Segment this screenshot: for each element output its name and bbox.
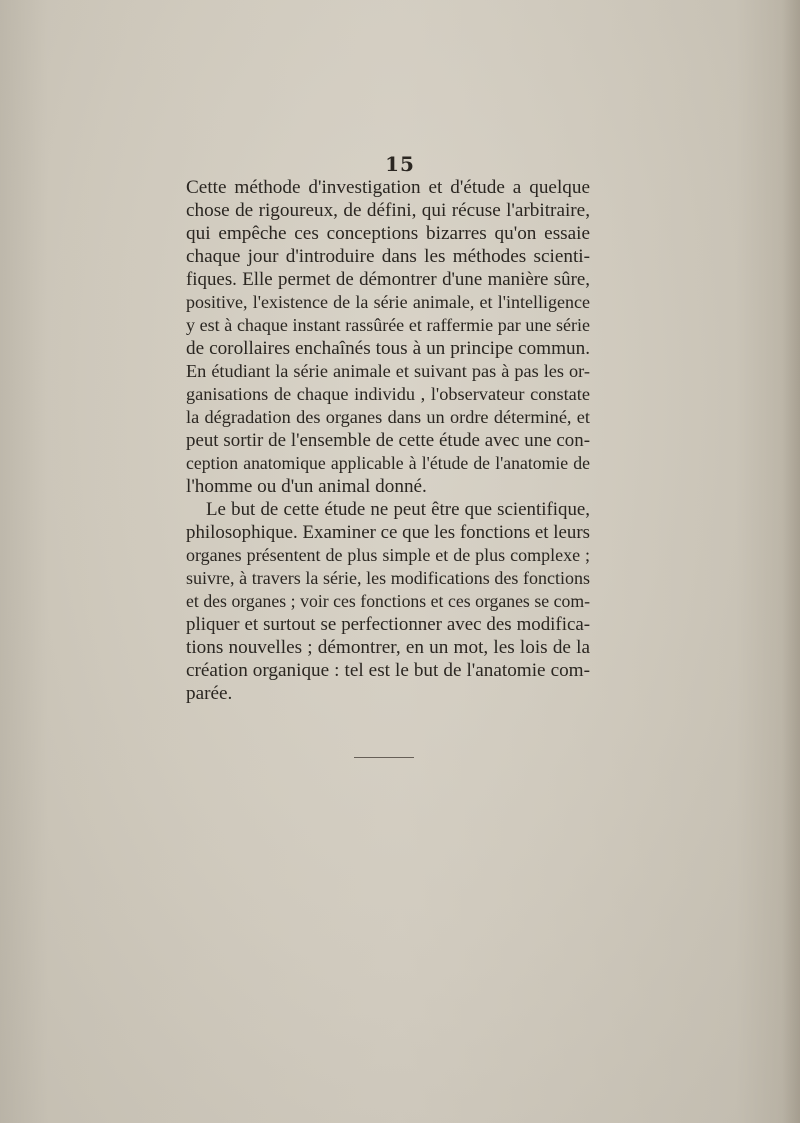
section-divider [354, 757, 414, 758]
paragraph-1 [186, 176, 590, 498]
text-line: philosophique. Examiner ce que les fonctions et leurs [186, 522, 590, 543]
text-line: et des organes ; voir ces fonctions et ces organes se com- [186, 591, 590, 611]
text-line: Le but de cette étude ne peut être que scientifique, [206, 499, 590, 520]
text-line: ganisations de chaque individu , l'observateur constate [186, 384, 590, 404]
page-number: 15 [385, 152, 415, 176]
text-line: de corollaires enchaînés tous à un principe commun. [186, 338, 590, 359]
text-line: organes présentent de plus simple et de plus complexe ; [186, 545, 590, 565]
text-line: qui empêche ces conceptions bizarres qu'on essaie [186, 223, 590, 244]
text-line: peut sortir de l'ensemble de cette étude avec une con- [186, 430, 590, 451]
text-line: chaque jour d'introduire dans les méthodes scienti- [186, 246, 590, 267]
text-line: y est à chaque instant rassûrée et raffermie par une série [186, 315, 590, 335]
paragraph-2 [186, 498, 590, 705]
text-line: création organique : tel est le but de l'anatomie com- [186, 660, 590, 681]
text-line: parée. [186, 683, 233, 704]
text-line: fiques. Elle permet de démontrer d'une manière sûre, [186, 269, 590, 290]
text-line: la dégradation des organes dans un ordre déterminé, et [186, 407, 590, 427]
text-line: Cette méthode d'investigation et d'étude a quelque [186, 177, 590, 198]
text-line: chose de rigoureux, de défini, qui récuse l'arbitraire, [186, 200, 590, 221]
text-line: l'homme ou d'un animal donné. [186, 476, 427, 497]
text-line: positive, l'existence de la série animale, et l'intelligence [186, 292, 590, 312]
text-line: ception anatomique applicable à l'étude de l'anatomie de [186, 453, 590, 473]
text-line: tions nouvelles ; démontrer, en un mot, les lois de la [186, 637, 590, 658]
body-text [186, 176, 590, 705]
text-line: suivre, à travers la série, les modifications des fonctions [186, 568, 590, 588]
text-line: pliquer et surtout se perfectionner avec des modifica- [186, 614, 590, 635]
text-line: En étudiant la série animale et suivant pas à pas les or- [186, 361, 590, 381]
